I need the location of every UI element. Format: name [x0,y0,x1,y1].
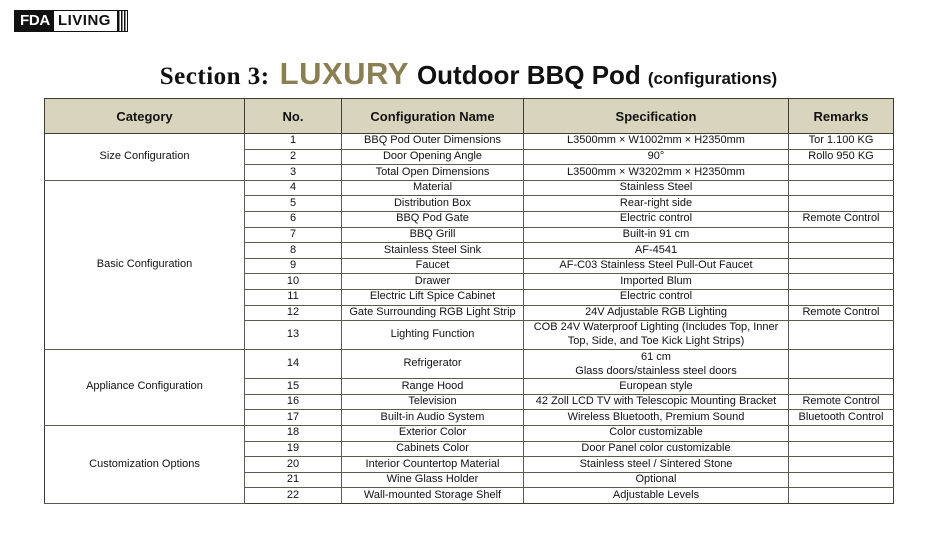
row-number-cell: 20 [245,457,342,473]
specification-cell: Wireless Bluetooth, Premium Sound [524,410,789,426]
row-number-cell: 1 [245,134,342,150]
remarks-cell [789,426,894,442]
configuration-name-cell: Cabinets Color [342,441,524,457]
specification-cell: Stainless Steel [524,180,789,196]
remarks-cell [789,441,894,457]
specification-cell: Electric control [524,289,789,305]
remarks-cell [789,289,894,305]
brand-logo [14,10,128,32]
row-number-cell: 21 [245,472,342,488]
row-number-cell: 2 [245,149,342,165]
table-body [45,134,894,504]
configuration-name-cell: Interior Countertop Material [342,457,524,473]
row-number-cell: 9 [245,258,342,274]
remarks-cell [789,349,894,379]
title-configurations: (configurations) [647,69,778,88]
row-number-cell: 19 [245,441,342,457]
specification-cell: Adjustable Levels [524,488,789,504]
col-header-category: Category [45,99,245,134]
configuration-table-wrapper [44,98,893,504]
row-number-cell: 5 [245,196,342,212]
remarks-cell [789,196,894,212]
configuration-name-cell: Drawer [342,274,524,290]
configuration-name-cell: Built-in Audio System [342,410,524,426]
logo-stripes-icon [117,11,127,31]
specification-cell: Rear-right side [524,196,789,212]
specification-cell: Optional [524,472,789,488]
row-number-cell: 6 [245,211,342,227]
row-number-cell: 14 [245,349,342,379]
configuration-table [44,98,894,504]
col-header-no: No. [245,99,342,134]
specification-cell: Door Panel color customizable [524,441,789,457]
configuration-name-cell: Exterior Color [342,426,524,442]
logo-living-text: LIVING [57,12,111,29]
table-header [45,99,894,134]
configuration-name-cell: Electric Lift Spice Cabinet [342,289,524,305]
configuration-name-cell: Wall-mounted Storage Shelf [342,488,524,504]
configuration-name-cell: Range Hood [342,379,524,395]
category-cell: Customization Options [45,426,245,504]
row-number-cell: 10 [245,274,342,290]
row-number-cell: 3 [245,165,342,181]
row-number-cell: 13 [245,321,342,350]
row-number-cell: 7 [245,227,342,243]
specification-cell: Imported Blum [524,274,789,290]
row-number-cell: 8 [245,243,342,259]
configuration-name-cell: Total Open Dimensions [342,165,524,181]
remarks-cell: Remote Control [789,394,894,410]
specification-cell: Stainless steel / Sintered Stone [524,457,789,473]
specification-cell: 61 cm Glass doors/stainless steel doors [524,349,789,379]
col-header-remarks: Remarks [789,99,894,134]
col-header-configuration-name: Configuration Name [342,99,524,134]
remarks-cell: Tor 1.100 KG [789,134,894,150]
title-product: Outdoor BBQ Pod [416,60,641,90]
remarks-cell [789,472,894,488]
category-cell: Basic Configuration [45,180,245,349]
category-cell: Size Configuration [45,134,245,181]
remarks-cell [789,180,894,196]
configuration-name-cell: Wine Glass Holder [342,472,524,488]
specification-cell: Electric control [524,211,789,227]
specification-cell: AF-C03 Stainless Steel Pull-Out Faucet [524,258,789,274]
configuration-name-cell: BBQ Pod Gate [342,211,524,227]
remarks-cell [789,488,894,504]
specification-cell: 24V Adjustable RGB Lighting [524,305,789,321]
specification-cell: Built-in 91 cm [524,227,789,243]
remarks-cell: Rollo 950 KG [789,149,894,165]
specification-cell: AF-4541 [524,243,789,259]
remarks-cell: Remote Control [789,211,894,227]
remarks-cell [789,379,894,395]
remarks-cell: Remote Control [789,305,894,321]
specification-cell: 90° [524,149,789,165]
row-number-cell: 18 [245,426,342,442]
specification-cell: European style [524,379,789,395]
configuration-name-cell: BBQ Pod Outer Dimensions [342,134,524,150]
row-number-cell: 12 [245,305,342,321]
remarks-cell [789,457,894,473]
table-row [45,349,894,379]
row-number-cell: 17 [245,410,342,426]
configuration-name-cell: Faucet [342,258,524,274]
configuration-name-cell: BBQ Grill [342,227,524,243]
configuration-name-cell: Refrigerator [342,349,524,379]
configuration-name-cell: Gate Surrounding RGB Light Strip [342,305,524,321]
row-number-cell: 22 [245,488,342,504]
specification-cell: COB 24V Waterproof Lighting (Includes Top, Inner Top, Side, and Toe Kick Light Strips) [524,321,789,350]
logo-fda-text: FDA [15,11,54,31]
remarks-cell: Bluetooth Control [789,410,894,426]
row-number-cell: 11 [245,289,342,305]
table-row [45,134,894,150]
specification-cell: L3500mm × W3202mm × H2350mm [524,165,789,181]
specification-cell: 42 Zoll LCD TV with Telescopic Mounting Bracket [524,394,789,410]
remarks-cell [789,321,894,350]
table-header-row [45,99,894,134]
remarks-cell [789,165,894,181]
remarks-cell [789,274,894,290]
row-number-cell: 15 [245,379,342,395]
specification-cell: L3500mm × W1002mm × H2350mm [524,134,789,150]
configuration-name-cell: Door Opening Angle [342,149,524,165]
configuration-name-cell: Material [342,180,524,196]
col-header-specification: Specification [524,99,789,134]
title-luxury: LUXURY [279,56,409,91]
table-row [45,426,894,442]
configuration-name-cell: Television [342,394,524,410]
row-number-cell: 16 [245,394,342,410]
row-number-cell: 4 [245,180,342,196]
configuration-name-cell: Lighting Function [342,321,524,350]
configuration-name-cell: Distribution Box [342,196,524,212]
table-row [45,180,894,196]
configuration-name-cell: Stainless Steel Sink [342,243,524,259]
title-section: Section 3: [159,63,270,90]
specification-cell: Color customizable [524,426,789,442]
remarks-cell [789,258,894,274]
page-title [0,56,937,92]
remarks-cell [789,243,894,259]
remarks-cell [789,227,894,243]
category-cell: Appliance Configuration [45,349,245,425]
